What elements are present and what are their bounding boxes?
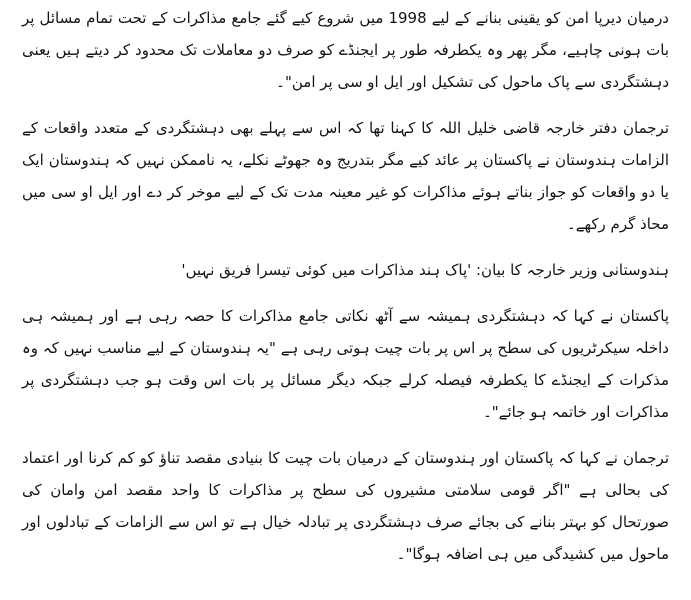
paragraph-related-headline: ہندوستانی وزیر خارجہ کا بیان: 'پاک ہند مذاکرات میں کوئی تیسرا فریق نہیں' — [181, 261, 669, 279]
paragraph-composite-dialogue: درمیان دیرپا امن کو یقینی بنانے کے لیے 1998 میں شروع کیے گئے جامع مذاکرات کے تحت تمام مسائل پر بات ہونی چاہیے، مگر پھر وہ یکطرفہ طور پر ایجنڈے کو صرف دو معاملات تک محدود کر دیتے ہیں یعنی دہشتگردی سے پاک ماحول کی تشکیل اور ایل او سی پر امن"۔ — [22, 9, 669, 91]
paragraph-foreign-office-spokesman: ترجمان دفتر خارجہ قاضی خلیل اللہ کا کہنا تھا کہ اس سے پہلے بھی دہشتگردی کے متعدد واقعات کے الزامات ہندوستان نے پاکستان پر عائد کیے مگر بتدریج وہ جھوٹے نکلے، یہ ناممکن نہیں کہ ہندوستان ایک یا دو واقعات کو جواز بناتے ہوئے مذاکرات کو غیر معینہ مدت تک کے لیے موخر کر دے اور ایل او سی میں محاذ گرم رکھے۔ — [22, 119, 669, 233]
paragraph-nsa-talks: ترجمان نے کہا کہ پاکستان اور ہندوستان کے درمیان بات چیت کا بنیادی مقصد تناؤ کو کم کرنا اور اعتماد کی بحالی ہے "اگر قومی سلامتی مشیروں کی سطح پر مذاکرات کا واحد مقصد امن وامان کی صورتحال کو بہتر بنانے کی بجائے صرف دہشتگردی پر تبادلہ خیال ہے تو اس سے الزامات کے تبادلوں اور ماحول میں کشیدگی میں ہی اضافہ ہوگا"۔ — [22, 449, 669, 563]
paragraph-terrorism-agenda: پاکستان نے کہا کہ دہشتگردی ہمیشہ سے آٹھ نکاتی جامع مذاکرات کا حصہ رہی ہے اور ہمیشہ ہی داخلہ سیکرٹریوں کی سطح پر اس پر بات چیت ہوتی رہی ہے "یہ ہندوستان کے لیے مناسب نہیں کہ وہ مذکرات کے ایجنڈے کا یکطرفہ فیصلہ کرلے جبکہ دیگر مسائل پر بات اس وقت ہو جب دہشتگردی پر مذاکرات اور خاتمہ ہو جائے"۔ — [22, 307, 669, 421]
